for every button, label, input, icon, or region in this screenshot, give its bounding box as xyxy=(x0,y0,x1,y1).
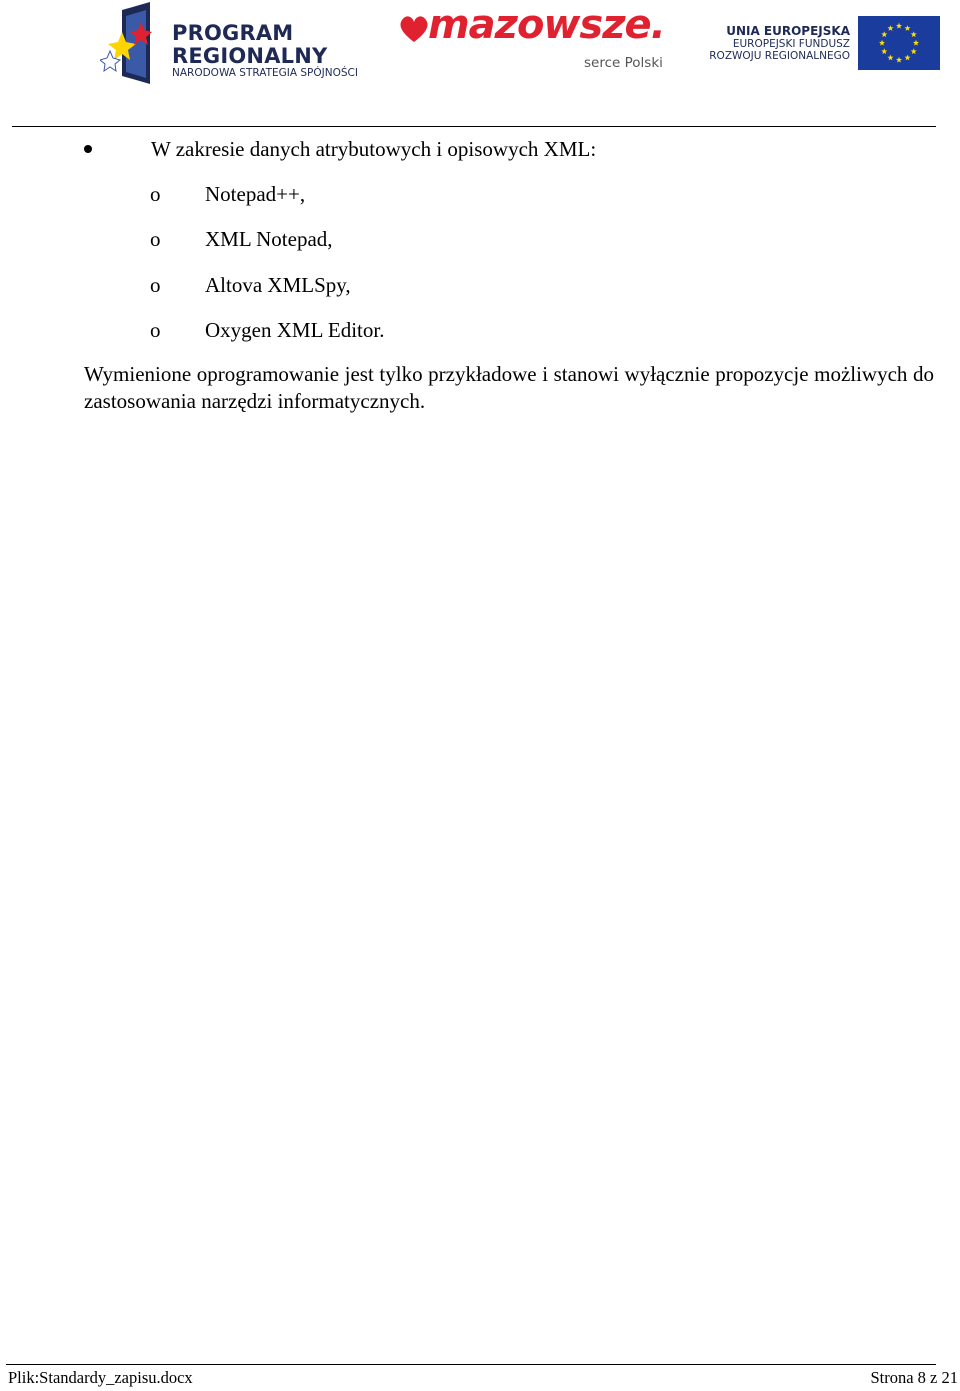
page-header xyxy=(0,0,960,100)
eu-star-icon xyxy=(904,25,910,31)
sub-list-text: Oxygen XML Editor. xyxy=(205,318,385,342)
eu-logo-line2: EUROPEJSKI FUNDUSZ xyxy=(732,38,850,50)
eu-logo-line1: UNIA EUROPEJSKA xyxy=(726,24,850,38)
body-paragraph: Wymienione oprogramowanie jest tylko przykładowe i stanowi wyłącznie propozycje możliwych do zastosowania narzędzi informatycznych. xyxy=(84,362,934,413)
eu-star-icon xyxy=(904,55,910,61)
eu-flag-icon xyxy=(858,16,940,70)
sub-list-marker: o xyxy=(150,227,161,251)
program-logo-line2: REGIONALNY xyxy=(172,44,328,68)
eu-logo-line3: ROZWOJU REGIONALNEGO xyxy=(709,50,850,62)
sub-list-text: Altova XMLSpy, xyxy=(205,273,351,297)
sub-list-marker: o xyxy=(150,273,161,297)
footer-file-name: Plik:Standardy_zapisu.docx xyxy=(8,1368,193,1387)
eu-logo xyxy=(708,14,944,74)
sub-list-marker: o xyxy=(150,182,161,206)
eu-star-icon xyxy=(911,31,917,37)
eu-star-icon xyxy=(881,48,887,54)
mazowsze-logo xyxy=(398,2,668,78)
eu-star-icon xyxy=(887,25,893,31)
mazowsze-wordmark: mazowsze. xyxy=(428,2,665,48)
sub-list-text: XML Notepad, xyxy=(205,227,333,251)
bullet-heading: W zakresie danych atrybutowych i opisowych XML: xyxy=(151,137,597,161)
header-divider xyxy=(12,126,936,127)
sub-list-marker: o xyxy=(150,318,161,342)
sub-list-text: Notepad++, xyxy=(205,182,306,206)
eu-star-icon xyxy=(879,40,885,46)
eu-star-icon xyxy=(911,48,917,54)
eu-star-icon xyxy=(881,31,887,37)
eu-star-icon xyxy=(896,57,902,63)
bullet-dot-icon xyxy=(84,145,92,153)
program-logo-line1: PROGRAM xyxy=(172,21,294,45)
program-regionalny-emblem-icon xyxy=(100,2,160,88)
mazowsze-tagline: serce Polski xyxy=(584,55,663,71)
program-regionalny-logo xyxy=(100,2,360,88)
eu-star-icon xyxy=(896,23,902,29)
footer-divider xyxy=(6,1364,936,1365)
eu-star-icon xyxy=(887,55,893,61)
program-logo-line3: NARODOWA STRATEGIA SPÓJNOŚCI xyxy=(172,67,358,79)
heart-icon xyxy=(398,14,430,44)
footer-page-number: Strona 8 z 21 xyxy=(870,1368,958,1387)
eu-star-icon xyxy=(913,40,919,46)
